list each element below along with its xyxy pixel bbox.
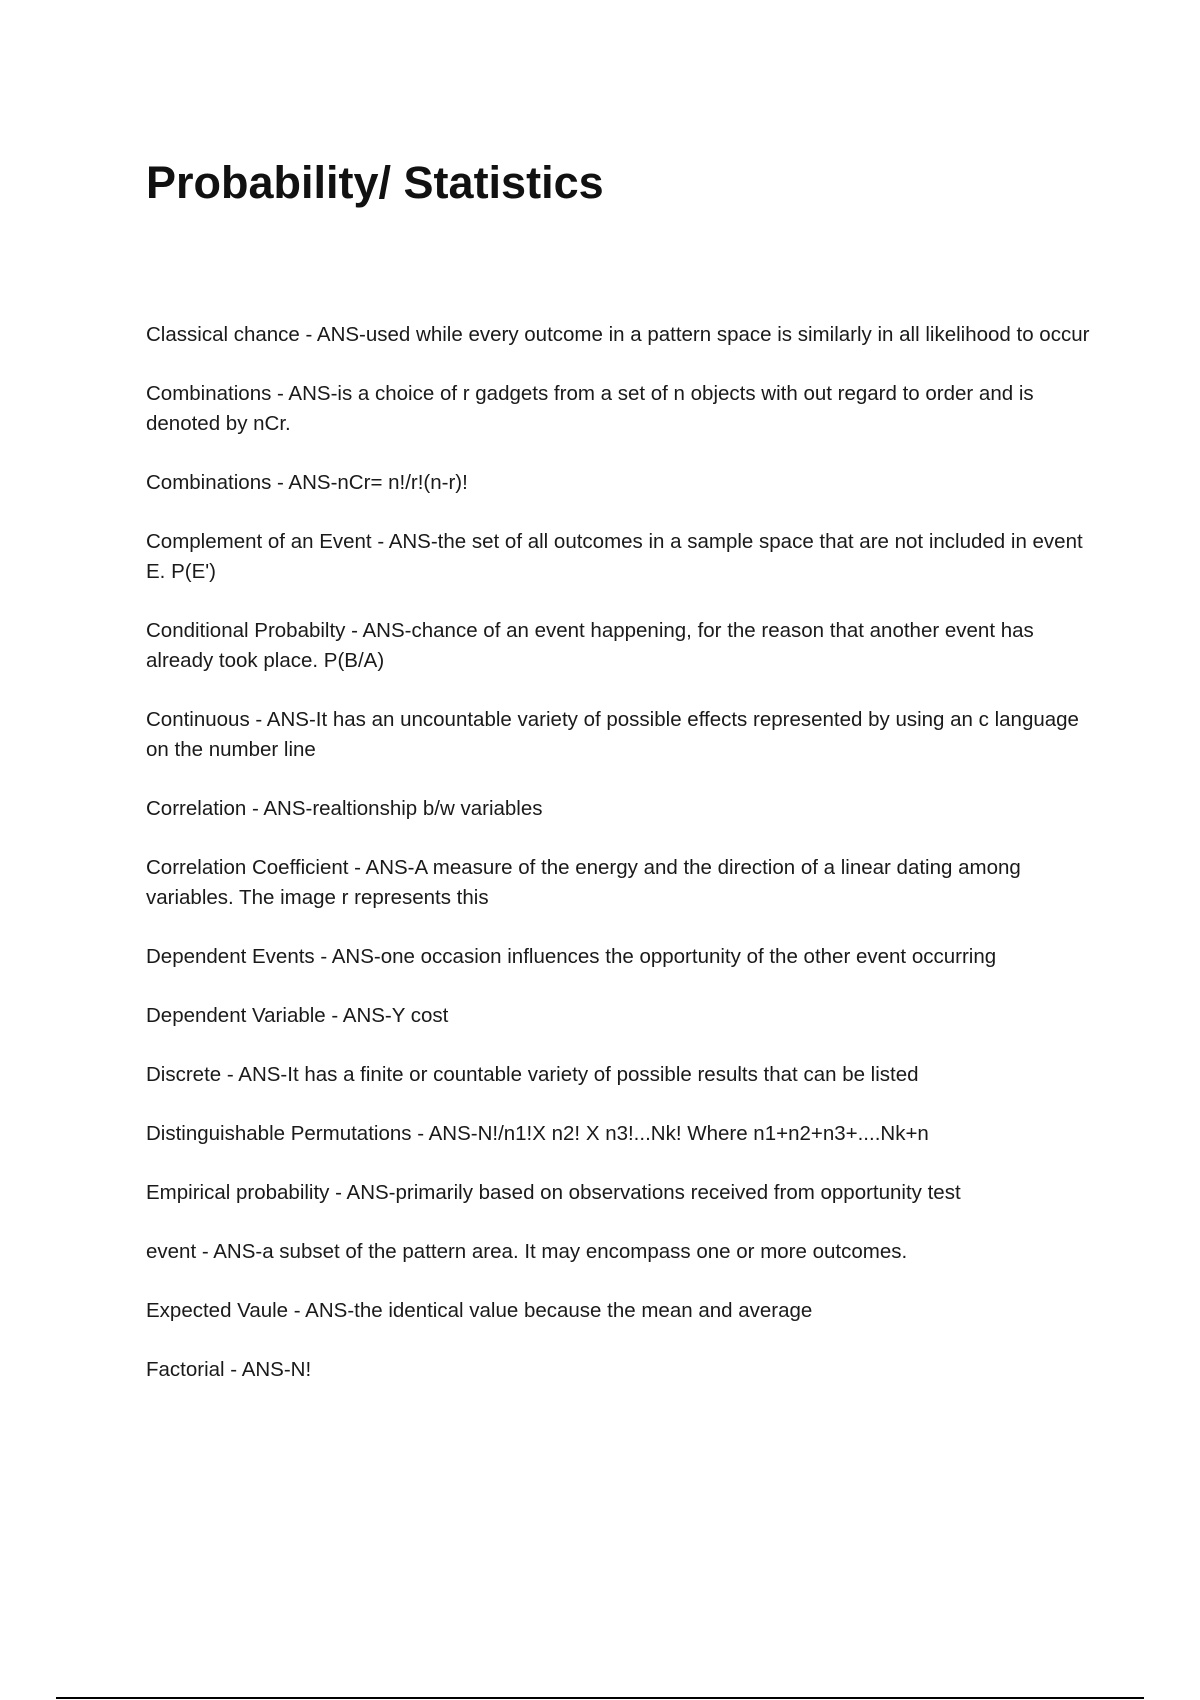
glossary-entry: event - ANS-a subset of the pattern area. It may encompass one or more outcomes.	[146, 1240, 908, 1263]
glossary-list	[146, 320, 1091, 1414]
glossary-entry: Classical chance - ANS-used while every outcome in a pattern space is similarly in all likelihood to occur	[146, 323, 1090, 346]
glossary-entry: Dependent Variable - ANS-Y cost	[146, 1004, 449, 1027]
glossary-entry: Empirical probability - ANS-primarily based on observations received from opportunity test	[146, 1181, 961, 1204]
glossary-entry: Correlation Coefficient - ANS-A measure of the energy and the direction of a linear dating among variables. The image r represents this	[146, 856, 1021, 909]
glossary-entry: Conditional Probabilty - ANS-chance of an event happening, for the reason that another event has already took place. P(B/A)	[146, 619, 1034, 672]
glossary-entry: Expected Vaule - ANS-the identical value because the mean and average	[146, 1299, 813, 1322]
glossary-entry: Combinations - ANS-is a choice of r gadgets from a set of n objects with out regard to order and is denoted by nCr.	[146, 382, 1034, 435]
glossary-entry: Factorial - ANS-N!	[146, 1358, 312, 1381]
glossary-entry: Distinguishable Permutations - ANS-N!/n1!X n2! X n3!...Nk! Where n1+n2+n3+....Nk+n	[146, 1122, 929, 1145]
glossary-entry: Dependent Events - ANS-one occasion influences the opportunity of the other event occurring	[146, 945, 997, 968]
glossary-entry: Combinations - ANS-nCr= n!/r!(n-r)!	[146, 471, 468, 494]
glossary-entry: Continuous - ANS-It has an uncountable variety of possible effects represented by using an c language on the number line	[146, 708, 1079, 761]
page-title: Probability/ Statistics	[146, 157, 604, 208]
glossary-entry: Discrete - ANS-It has a finite or countable variety of possible results that can be listed	[146, 1063, 919, 1086]
glossary-entry: Complement of an Event - ANS-the set of all outcomes in a sample space that are not included in event E. P(E')	[146, 530, 1083, 583]
footer-divider	[56, 1697, 1144, 1699]
glossary-entry: Correlation - ANS-realtionship b/w variables	[146, 797, 543, 820]
